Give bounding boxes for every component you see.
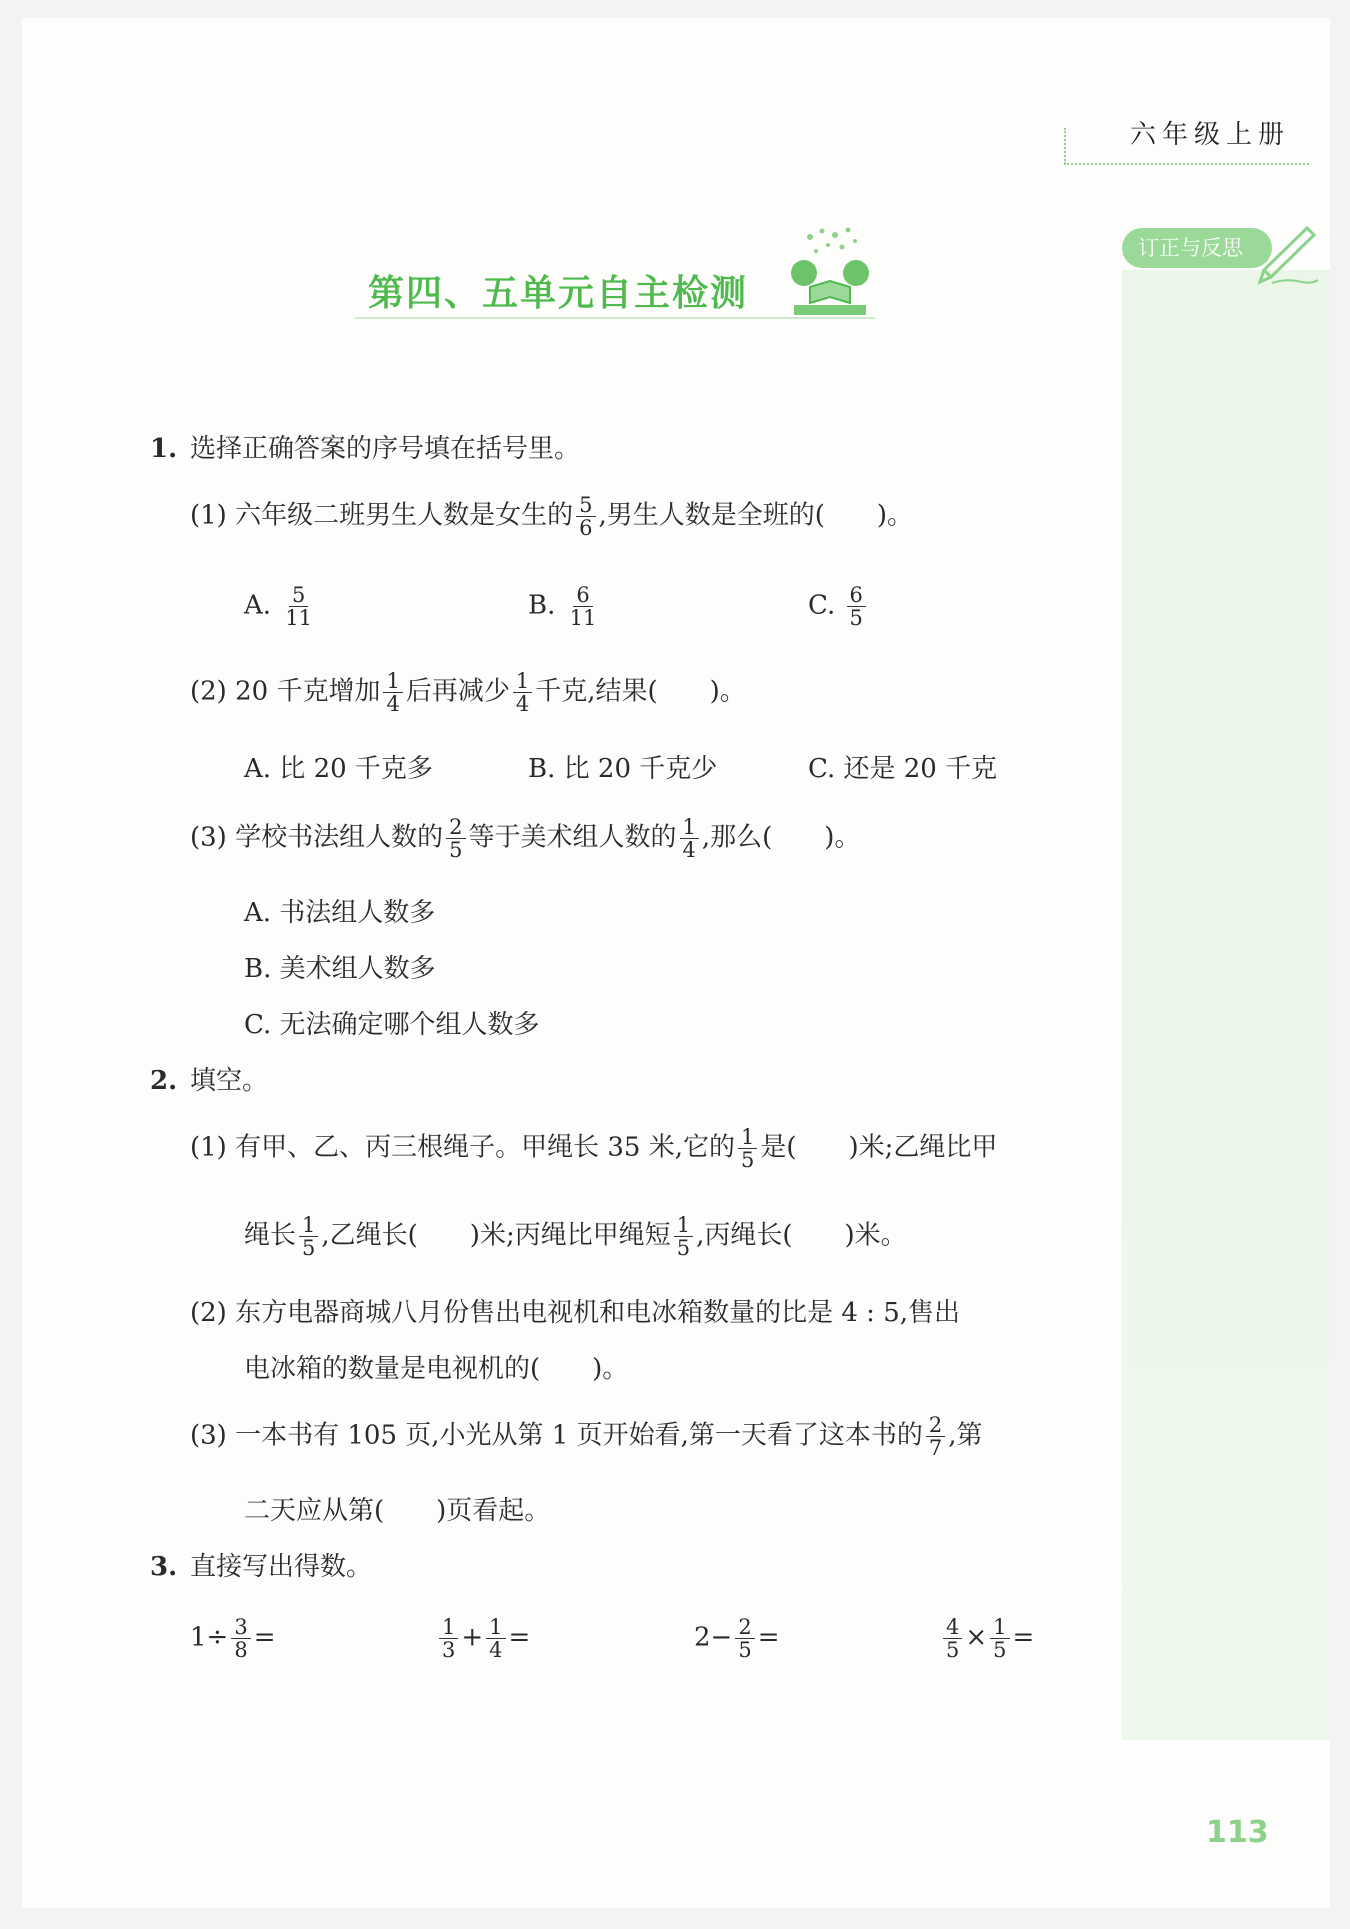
q3-number: 3. <box>150 1552 178 1582</box>
q1-sub3-option-b: B. 美术组人数多 <box>244 954 436 984</box>
q2-sub2-line1: (2) 东方电器商城八月份售出电视机和电冰箱数量的比是 4 : 5,售出 <box>190 1298 961 1328</box>
q3-expression-2: $\frac{1}{3}$ + $\frac{1}{4}$ = <box>436 1616 530 1661</box>
grade-label: 六年级上册 <box>1130 120 1291 150</box>
q3-expression-3: 2− $\frac{2}{5}$ = <box>694 1615 780 1663</box>
header-underline <box>1064 163 1309 165</box>
q1-sub1-text: 六年级二班男生人数是女生的 <box>235 500 574 531</box>
header-divider <box>1064 128 1068 164</box>
q1-number: 1. <box>150 434 178 464</box>
q1-sub1-option-c: C. $\frac{6}{5}$ <box>808 584 869 629</box>
q1-sub1-option-a: A. $\frac{5}{11}$ <box>244 583 313 631</box>
correction-sidebar <box>1122 270 1330 1740</box>
q1-sub3-option-c: C. 无法确定哪个组人数多 <box>244 1010 540 1040</box>
review-badge: 订正与反思 <box>1122 228 1272 268</box>
q1-sub1: (1) 六年级二班男生人数是女生的 $\frac{5}{6}$ ,男生人数是全班的( )。 <box>190 493 914 541</box>
reading-kids-icon <box>780 225 880 320</box>
q1-sub1-fraction: $\frac{5}{6}$ <box>576 494 595 539</box>
q1-sub3: (3) 学校书法组人数的 $\frac{2}{5}$ 等于美术组人数的 $\frac{1}{4}$ ,那么( )。 <box>190 815 861 863</box>
q1-sub2-option-b: B. 比 20 千克少 <box>528 754 718 784</box>
q2-prompt: 填空。 <box>190 1066 269 1096</box>
q2-sub3-line1: (3) 一本书有 105 页,小光从第 1 页开始看,第一天看了这本书的 $\frac{2}{7}$ ,第 <box>190 1413 983 1461</box>
q2-sub1-line2: 绳长 $\frac{1}{5}$ ,乙绳长( )米;丙绳比甲绳短 $\frac{1}{5}$ ,丙绳长( )米。 <box>244 1213 907 1261</box>
q3-expression-4: $\frac{4}{5}$ × $\frac{1}{5}$ = <box>940 1616 1034 1661</box>
q3-prompt: 直接写出得数。 <box>190 1552 373 1582</box>
page-title: 第四、五单元自主检测 <box>368 272 749 314</box>
q2-sub2-line2: 电冰箱的数量是电视机的( )。 <box>244 1354 629 1384</box>
q1-sub1-label: (1) <box>190 500 227 531</box>
pencil-icon <box>1252 220 1322 290</box>
q1-sub3-option-a: A. 书法组人数多 <box>244 898 436 928</box>
page-number: 113 <box>1206 1815 1269 1850</box>
q1-sub1-option-b: B. $\frac{6}{11}$ <box>528 583 597 631</box>
q2-number: 2. <box>150 1066 178 1096</box>
q1-sub2: (2) 20 千克增加 $\frac{1}{4}$ 后再减少 $\frac{1}{4}$ 千克,结果( )。 <box>190 669 746 717</box>
q1-sub2-option-a: A. 比 20 千克多 <box>244 754 433 784</box>
q1-sub2-option-c: C. 还是 20 千克 <box>808 754 998 784</box>
q1-prompt: 选择正确答案的序号填在括号里。 <box>190 434 581 464</box>
q2-sub1-line1: (1) 有甲、乙、丙三根绳子。甲绳长 35 米,它的 $\frac{1}{5}$ 是( )米;乙绳比甲 <box>190 1125 998 1173</box>
q3-expression-1: 1÷ $\frac{3}{8}$ = <box>190 1615 276 1663</box>
q2-sub3-line2: 二天应从第( )页看起。 <box>244 1496 551 1526</box>
